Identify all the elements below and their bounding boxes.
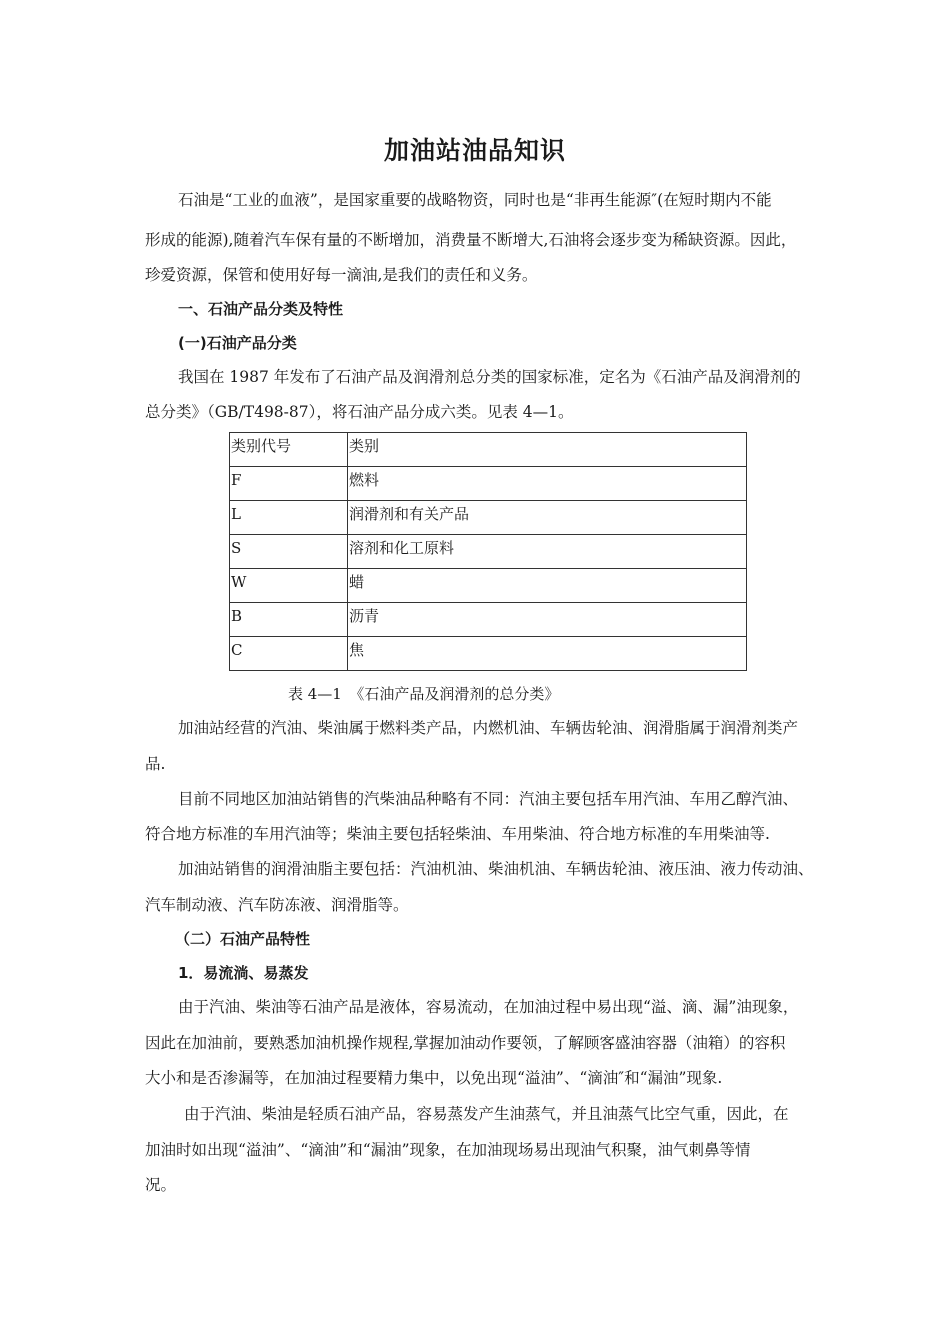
subsection-heading-1: (一)石油产品分类: [178, 334, 297, 352]
table-cell-category: 焦: [348, 637, 747, 671]
subsection-heading-2: （二）石油产品特性: [175, 930, 311, 948]
flow-line-2: 因此在加油前，要熟悉加油机操作规程,掌握加油动作要领，了解顾客盛油容器（油箱）的容积: [145, 1034, 786, 1052]
flow-line-1: 由于汽油、柴油等石油产品是液体，容易流动，在加油过程中易出现“溢、滴、漏”油现象，: [178, 998, 799, 1016]
evap-line-2: 加油时如出现“溢油”、“滴油”和“漏油”现象，在加油现场易出现油气积聚，油气刺鼻等情: [145, 1141, 751, 1159]
table-row: [230, 603, 747, 637]
item-heading-1: 1．易流淌、易蒸发: [178, 964, 309, 982]
evap-line-3: 况。: [145, 1176, 177, 1194]
table-cell-category: 润滑剂和有关产品: [348, 501, 747, 535]
regions-line-1: 目前不同地区加油站销售的汽柴油品种略有不同：汽油主要包括车用汽油、车用乙醇汽油、: [178, 790, 799, 808]
evap-line-1: 由于汽油、柴油是轻质石油产品，容易蒸发产生油蒸气，并且油蒸气比空气重，因此，在: [184, 1105, 789, 1123]
table-cell-code: B: [230, 603, 348, 637]
regions-line-2: 符合地方标准的车用汽油等；柴油主要包括轻柴油、车用柴油、符合地方标准的车用柴油等.: [145, 825, 770, 843]
table-cell-code: S: [230, 535, 348, 569]
table-row: [230, 501, 747, 535]
classification-table: [229, 432, 747, 671]
table-row: [230, 467, 747, 501]
table-row: [230, 535, 747, 569]
lubricants-line-2: 汽车制动液、汽车防冻液、润滑脂等。: [145, 896, 409, 914]
standard-line-2: 总分类》（GB/T498-87），将石油产品分成六类。见表 4—1。: [145, 403, 574, 421]
flow-line-3: 大小和是否渗漏等，在加油过程要精力集中，以免出现“溢油”、“滴油″和“漏油”现象.: [145, 1069, 723, 1087]
intro-line-1: 石油是“工业的血液”，是国家重要的战略物资，同时也是“非再生能源″(在短时期内不能: [178, 191, 772, 209]
table-cell-category: 沥青: [348, 603, 747, 637]
table-header-category: 类别: [348, 433, 747, 467]
document-title: 加油站油品知识: [383, 136, 566, 165]
table-cell-code: W: [230, 569, 348, 603]
table-cell-code: C: [230, 637, 348, 671]
table-cell-category: 溶剂和化工原料: [348, 535, 747, 569]
table-row: [230, 637, 747, 671]
table-cell-category: 蜡: [348, 569, 747, 603]
table-row: [230, 569, 747, 603]
lubricants-line-1: 加油站销售的润滑油脂主要包括：汽油机油、柴油机油、车辆齿轮油、液压油、液力传动油、: [178, 860, 814, 878]
intro-line-2: 形成的能源),随着汽车保有量的不断增加，消费量不断增大,石油将会逐步变为稀缺资源。因此，: [145, 231, 797, 249]
table-cell-category: 燃料: [348, 467, 747, 501]
section-heading-1: 一、石油产品分类及特性: [178, 300, 344, 318]
table-header-code: 类别代号: [230, 433, 348, 467]
standard-line-1: 我国在 1987 年发布了石油产品及润滑剂总分类的国家标准，定名为《石油产品及润滑剂的: [178, 368, 801, 386]
table-cell-code: F: [230, 467, 348, 501]
table-cell-code: L: [230, 501, 348, 535]
station-line-2: 品.: [145, 755, 166, 773]
station-line-1: 加油站经营的汽油、柴油属于燃料类产品，内燃机油、车辆齿轮油、润滑脂属于润滑剂类产: [178, 719, 799, 737]
table-header-row: [230, 433, 747, 467]
table-caption: 表 4—1 《石油产品及润滑剂的总分类》: [288, 685, 560, 703]
intro-line-3: 珍爱资源，保管和使用好每一滴油,是我们的责任和义务。: [145, 266, 538, 284]
